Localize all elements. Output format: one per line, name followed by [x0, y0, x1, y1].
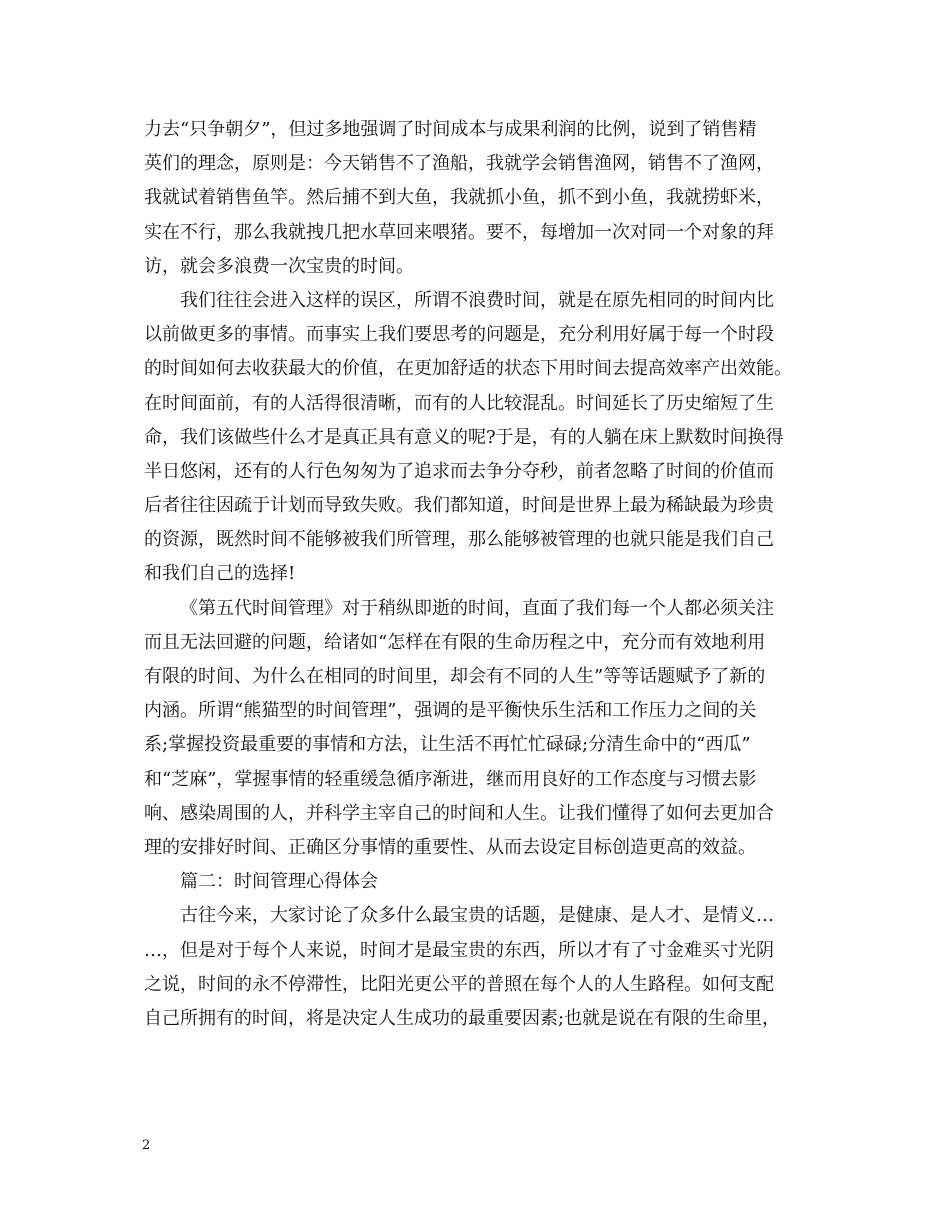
text-line: 我们往往会进入这样的误区，所谓不浪费时间，就是在原先相同的时间内比	[180, 289, 774, 311]
text-line: 以前做更多的事情。而事实上我们要思考的问题是，充分利用好属于每一个时段	[144, 324, 774, 346]
text-line: 我就试着销售鱼竿。然后捕不到大鱼，我就抓小鱼，抓不到小鱼，我就捞虾米，	[144, 187, 774, 209]
text-line: 理的安排好时间、正确区分事情的重要性、从而去设定目标创造更高的效益。	[144, 836, 756, 858]
text-line: 古往今来，大家讨论了众多什么最宝贵的话题，是健康、是人才、是情义…	[180, 905, 774, 927]
text-line: 响、感染周围的人，并科学主宰自己的时间和人生。让我们懂得了如何去更加合	[144, 802, 774, 824]
text-line: 后者往往因疏于计划而导致失败。我们都知道，时间是世界上最为稀缺最为珍贵	[144, 495, 774, 517]
text-line: 英们的理念，原则是：今天销售不了渔船，我就学会销售渔网，销售不了渔网，	[144, 153, 774, 175]
text-line: 力去“只争朝夕”，但过多地强调了时间成本与成果利润的比例，说到了销售精	[144, 119, 757, 140]
text-line: 之说，时间的永不停滞性，比阳光更公平的普照在每个人的人生路程。如何支配	[144, 973, 774, 995]
text-line: 和“芝麻”，掌握事情的轻重缓急循序渐进，继而用良好的工作态度与习惯去影	[144, 768, 757, 790]
text-line: …，但是对于每个人来说，时间才是最宝贵的东西，所以才有了寸金难买寸光阴	[144, 939, 774, 961]
text-line: 实在不行，那么我就拽几把水草回来喂猪。要不，每增加一次对同一个对象的拜	[144, 221, 774, 243]
text-line: 内涵。所谓“熊猫型的时间管理”，强调的是平衡快乐生活和工作压力之间的关	[144, 700, 757, 722]
text-line: 在时间面前，有的人活得很清晰，而有的人比较混乱。时间延长了历史缩短了生	[144, 392, 774, 414]
body-text	[144, 113, 816, 1036]
text-line: 而且无法回避的问题，给诸如“怎样在有限的生命历程之中，充分而有效地利用	[144, 631, 766, 653]
text-line: 和我们自己的选择!	[144, 563, 296, 585]
text-line: 篇二：时间管理心得体会	[180, 871, 378, 893]
text-line: 半日悠闲，还有的人行色匆匆为了追求而去争分夺秒，前者忽略了时间的价值而	[144, 460, 774, 482]
text-line: 自己所拥有的时间，将是决定人生成功的最重要因素;也就是说在有限的生命里，	[144, 1007, 781, 1029]
text-line: 有限的时间、为什么在相同的时间里，却会有不同的人生”等等话题赋予了新的	[144, 666, 766, 687]
text-line: 的资源，既然时间不能够被我们所管理，那么能够被管理的也就只能是我们自己	[144, 529, 774, 551]
text-line: 《第五代时间管理》对于稍纵即逝的时间，直面了我们每一个人都必须关注	[180, 597, 774, 619]
page-number: 2	[142, 1138, 151, 1153]
text-line: 访，就会多浪费一次宝贵的时间。	[144, 255, 414, 277]
text-line: 命，我们该做些什么才是真正具有意义的呢?于是，有的人躺在床上默数时间换得	[144, 426, 784, 448]
text-line: 的时间如何去收获最大的价值，在更加舒适的状态下用时间去提高效率产出效能。	[144, 358, 792, 380]
text-line: 系;掌握投资最重要的事情和方法，让生活不再忙忙碌碌;分清生命中的“西瓜”	[144, 734, 751, 756]
